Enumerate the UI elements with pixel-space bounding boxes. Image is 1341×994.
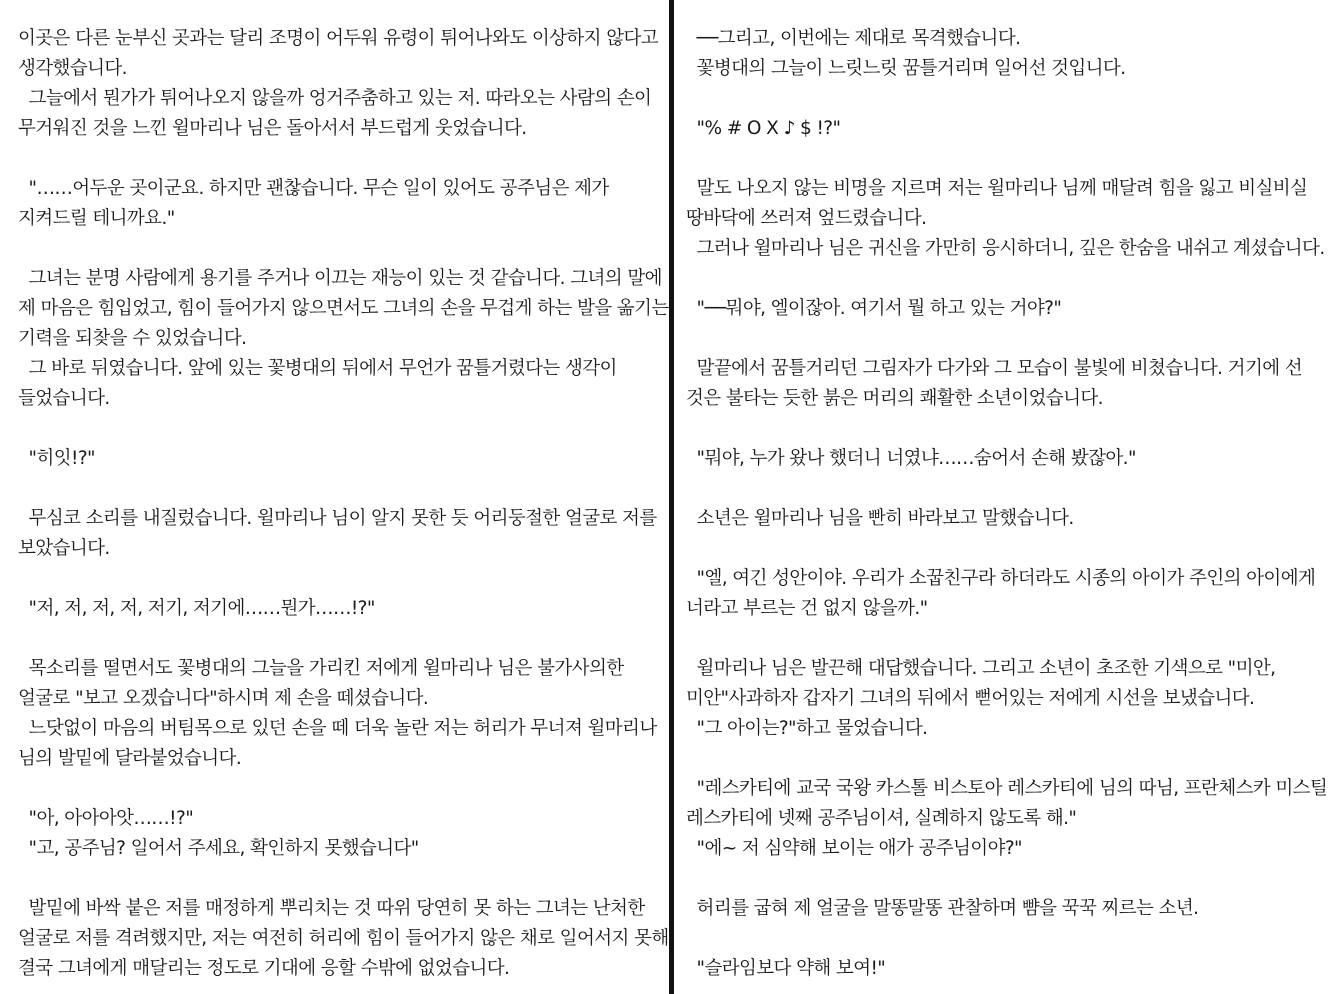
text-line: 무거워진 것을 느낀 윌마리나 님은 돌아서서 부드럽게 웃었습니다. — [18, 118, 527, 139]
text-line: 느닷없이 마음의 버팀목으로 있던 손을 떼 더욱 놀란 저는 허리가 무너져 윌마리나 — [18, 718, 657, 739]
text-line — [686, 924, 1337, 954]
right-page — [676, 0, 1341, 994]
text-line: 기력을 되찾을 수 있었습니다. — [18, 328, 247, 349]
text-line: 미안"사과하자 갑자기 그녀의 뒤에서 뻗어있는 저에게 시선을 보냈습니다. — [686, 688, 1255, 709]
text-line — [686, 414, 1337, 444]
text-line: "레스카티에 교국 국왕 카스톨 비스토아 레스카티에 님의 따님, 프란체스카 미스틸 — [686, 778, 1328, 799]
text-line — [18, 474, 665, 504]
text-line — [18, 564, 665, 594]
text-line — [686, 474, 1337, 504]
text-line: 땅바닥에 쓰러져 엎드렸습니다. — [686, 208, 927, 229]
text-line: 지켜드릴 테니까요." — [18, 208, 175, 229]
text-line: "히잇!?" — [18, 448, 95, 469]
text-line: 꽃병대의 그늘이 느릿느릿 꿈틀거리며 일어선 것입니다. — [686, 58, 1126, 79]
text-line — [18, 624, 665, 654]
text-line: "고, 공주님? 일어서 주세요, 확인하지 못했습니다" — [18, 838, 419, 859]
text-line: 말도 나오지 않는 비명을 지르며 저는 윌마리나 님께 매달려 힘을 잃고 비실비실 — [686, 178, 1308, 199]
text-line: ──그리고, 이번에는 제대로 목격했습니다. — [686, 28, 1021, 49]
text-line: 것은 불타는 듯한 붉은 머리의 쾌활한 소년이었습니다. — [686, 388, 1103, 409]
text-line: 무심코 소리를 내질렀습니다. 윌마리나 님이 알지 못한 듯 어리둥절한 얼굴로 저를 — [18, 508, 657, 529]
text-line: 목소리를 떨면서도 꽃병대의 그늘을 가리킨 저에게 윌마리나 님은 불가사의한 — [18, 658, 624, 679]
text-line: "……어두운 곳이군요. 하지만 괜찮습니다. 무슨 일이 있어도 공주님은 제가 — [18, 178, 609, 199]
text-line: 들었습니다. — [18, 388, 110, 409]
text-line: 생각했습니다. — [18, 58, 127, 79]
text-line — [18, 864, 665, 894]
text-line — [686, 534, 1337, 564]
text-line: 그 바로 뒤였습니다. 앞에 있는 꽃병대의 뒤에서 무언가 꿈틀거렸다는 생각이 — [18, 358, 617, 379]
text-line — [18, 774, 665, 804]
text-line: 결국 그녀에게 매달리는 정도로 기대에 응할 수밖에 없었습니다. — [18, 958, 510, 979]
text-line — [686, 624, 1337, 654]
text-line: "저, 저, 저, 저, 저기, 저기에……뭔가……!?" — [18, 598, 375, 619]
text-line: "% # O X ♪ $ !?" — [686, 118, 841, 139]
text-line — [686, 144, 1337, 174]
left-text-block — [18, 24, 669, 984]
page-divider — [669, 0, 674, 994]
text-line — [18, 144, 665, 174]
text-line: "엘, 여긴 성안이야. 우리가 소꿉친구라 하더라도 시종의 아이가 주인의 아이에게 — [686, 568, 1316, 589]
text-line — [18, 414, 665, 444]
text-line — [18, 234, 665, 264]
text-line — [686, 84, 1337, 114]
text-line — [686, 744, 1337, 774]
text-line: 얼굴로 저를 격려했지만, 저는 여전히 허리에 힘이 들어가지 않은 채로 일어서지 못해 — [18, 928, 669, 949]
text-line: 보았습니다. — [18, 538, 110, 559]
text-line: "그 아이는?"하고 물었습니다. — [686, 718, 928, 739]
text-line — [686, 264, 1337, 294]
text-line — [686, 324, 1337, 354]
text-line: 얼굴로 "보고 오겠습니다"하시며 제 손을 떼셨습니다. — [18, 688, 429, 709]
text-line: "에~ 저 심약해 보이는 애가 공주님이야?" — [686, 838, 1022, 859]
text-line: "아, 아아아앗……!?" — [18, 808, 194, 829]
text-line: "슬라임보다 약해 보여!" — [686, 958, 886, 979]
text-line: 윌마리나 님은 발끈해 대답했습니다. 그리고 소년이 초조한 기색으로 "미안, — [686, 658, 1276, 679]
left-page — [0, 0, 669, 994]
text-line: 제 마음은 힘입었고, 힘이 들어가지 않으면서도 그녀의 손을 무겁게 하는 발을 옮기는 — [18, 298, 669, 319]
text-line: 말끝에서 꿈틀거리던 그림자가 다가와 그 모습이 불빛에 비쳤습니다. 거기에 선 — [686, 358, 1303, 379]
right-text-block — [686, 24, 1337, 984]
text-line: 소년은 윌마리나 님을 빤히 바라보고 말했습니다. — [686, 508, 1074, 529]
text-line: 너라고 부르는 건 없지 않을까." — [686, 598, 928, 619]
text-line: "──뭐야, 엘이잖아. 여기서 뭘 하고 있는 거야?" — [686, 298, 1062, 319]
text-line: 그녀는 분명 사람에게 용기를 주거나 이끄는 재능이 있는 것 같습니다. 그녀의 말에 — [18, 268, 662, 289]
text-line: 허리를 굽혀 제 얼굴을 말똥말똥 관찰하며 뺨을 꾹꾹 찌르는 소년. — [686, 898, 1199, 919]
text-line: 발밑에 바싹 붙은 저를 매정하게 뿌리치는 것 따위 당연히 못 하는 그녀는 난처한 — [18, 898, 645, 919]
text-line: 그늘에서 뭔가가 튀어나오지 않을까 엉거주춤하고 있는 저. 따라오는 사람의 손이 — [18, 88, 652, 109]
text-line: 님의 발밑에 달라붙었습니다. — [18, 748, 242, 769]
text-line — [686, 864, 1337, 894]
text-line: "뭐야, 누가 왔나 했더니 너였냐……숨어서 손해 봤잖아." — [686, 448, 1136, 469]
text-line: 이곳은 다른 눈부신 곳과는 달리 조명이 어두워 유령이 튀어나와도 이상하지 않다고 — [18, 28, 659, 49]
text-line: 그러나 윌마리나 님은 귀신을 가만히 응시하더니, 깊은 한숨을 내쉬고 계셨습니다. — [686, 238, 1325, 259]
text-line: 레스카티에 넷째 공주님이셔, 실례하지 않도록 해." — [686, 808, 1077, 829]
